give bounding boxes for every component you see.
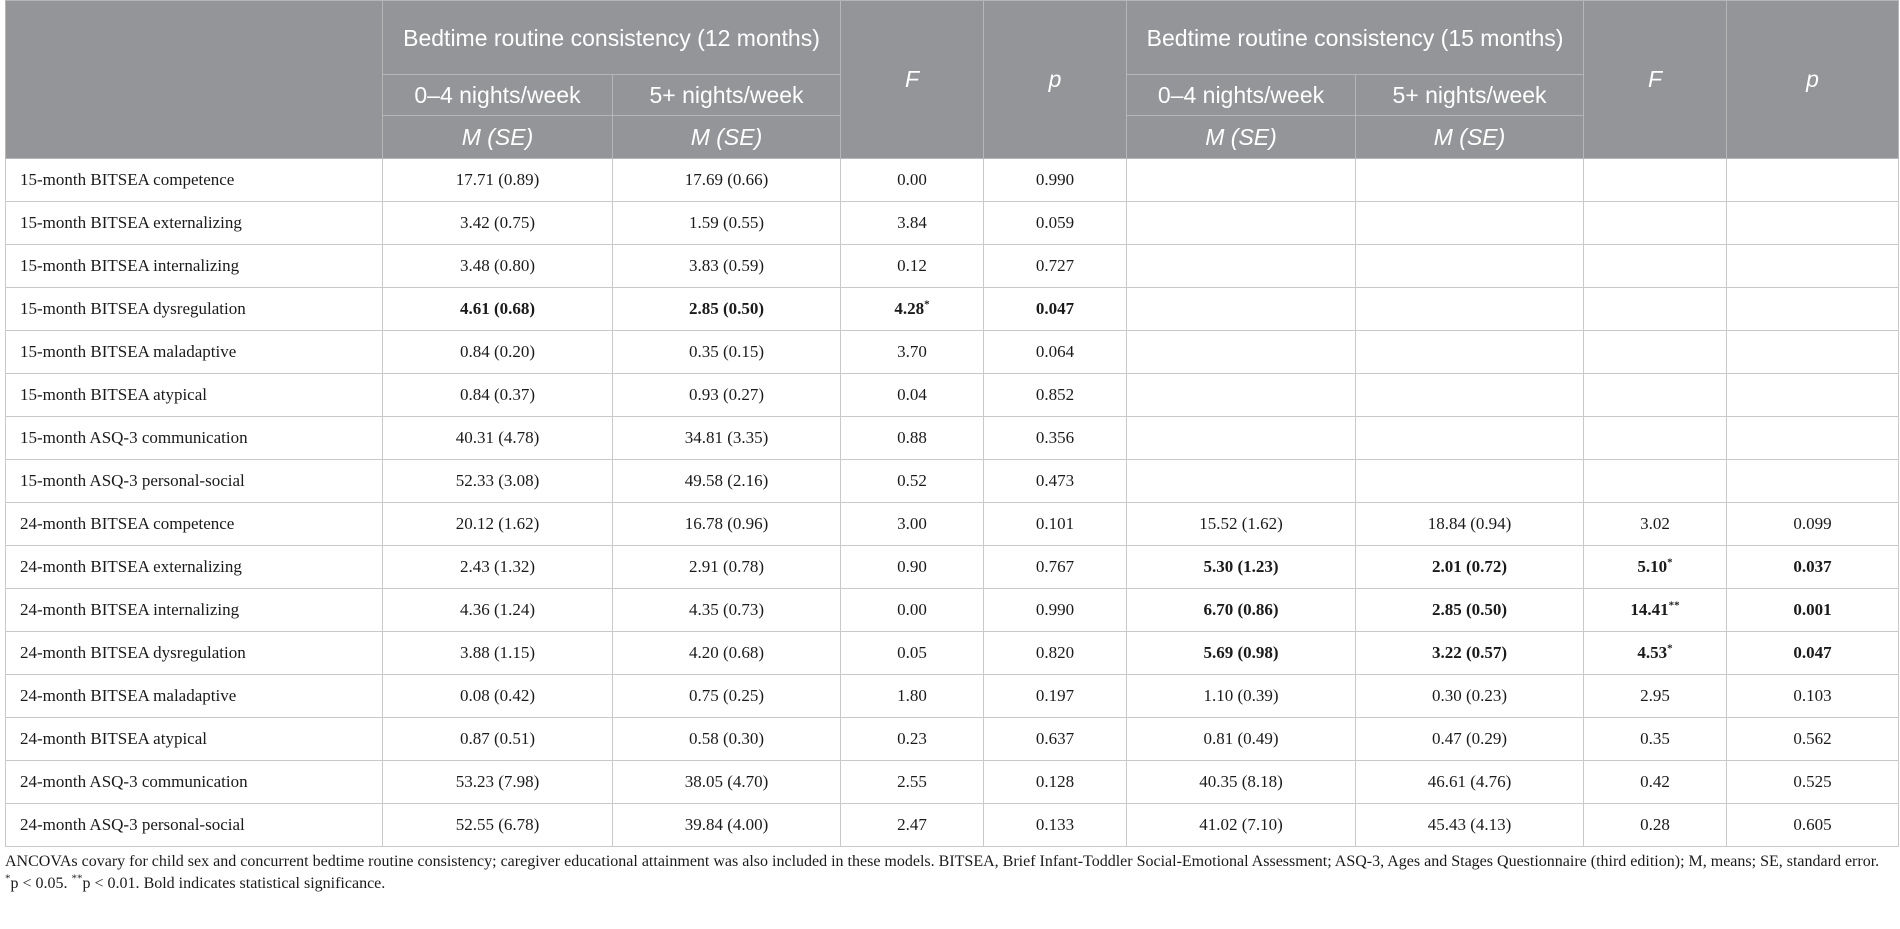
cell-value: 53.23 (7.98) — [455, 772, 540, 791]
cell-value: 2.55 — [897, 772, 927, 791]
bold-note-text: Bold indicates statistical significance. — [143, 875, 386, 892]
cell-m-high-15 — [1356, 460, 1584, 503]
cell-value: 0.23 — [897, 729, 927, 748]
table-body — [6, 159, 1899, 847]
cell-value: 0.47 (0.29) — [1431, 729, 1508, 748]
cell-value: 41.02 (7.10) — [1199, 815, 1283, 834]
cell-value: 0.525 — [1793, 772, 1832, 791]
cell-value: 52.55 (6.78) — [455, 815, 540, 834]
cell-value: 0.35 — [1640, 729, 1670, 748]
cell-f-12 — [841, 632, 984, 675]
cell-value: 15.52 (1.62) — [1199, 514, 1283, 533]
cell-value: 6.70 (0.86) — [1203, 600, 1279, 619]
cell-value: 4.35 (0.73) — [688, 600, 765, 619]
row-label: 24-month ASQ-3 personal-social — [6, 804, 383, 847]
cell-f-12 — [841, 288, 984, 331]
cell-m-high-15 — [1356, 331, 1584, 374]
header-low-nights-15: 0–4 nights/week — [1127, 75, 1356, 116]
cell-m-low-15 — [1127, 159, 1356, 202]
cell-p-12 — [984, 202, 1127, 245]
cell-m-low-15 — [1127, 374, 1356, 417]
cell-f-15 — [1584, 546, 1727, 589]
cell-value: 0.28 — [1640, 815, 1670, 834]
cell-value: 3.42 (0.75) — [459, 213, 536, 232]
table-row — [6, 546, 1899, 589]
cell-f-15 — [1584, 675, 1727, 718]
cell-p-15 — [1727, 460, 1899, 503]
cell-m-high-12 — [613, 632, 841, 675]
cell-value: 40.35 (8.18) — [1199, 772, 1283, 791]
cell-m-high-12 — [613, 288, 841, 331]
cell-m-high-15 — [1356, 503, 1584, 546]
cell-p-12 — [984, 331, 1127, 374]
table-header — [6, 1, 1899, 159]
cell-value: 0.35 (0.15) — [688, 342, 765, 361]
cell-value: 1.59 (0.55) — [688, 213, 765, 232]
table-row — [6, 288, 1899, 331]
row-label: 24-month BITSEA externalizing — [6, 546, 383, 589]
cell-f-15 — [1584, 804, 1727, 847]
cell-p-15 — [1727, 245, 1899, 288]
row-label: 15-month BITSEA competence — [6, 159, 383, 202]
cell-f-12 — [841, 675, 984, 718]
cell-value: 3.84 — [897, 213, 927, 232]
cell-m-high-12 — [613, 546, 841, 589]
cell-m-low-12 — [383, 288, 613, 331]
cell-value: 0.562 — [1793, 729, 1832, 748]
cell-value: 0.064 — [1035, 342, 1075, 361]
cell-f-12 — [841, 460, 984, 503]
table-row — [6, 804, 1899, 847]
cell-value: 0.00 — [897, 170, 927, 189]
cell-value: 0.101 — [1035, 514, 1075, 533]
cell-f-15 — [1584, 202, 1727, 245]
cell-m-high-12 — [613, 374, 841, 417]
cell-value: 5.10 — [1637, 557, 1668, 576]
cell-m-high-15 — [1356, 159, 1584, 202]
cell-value: 2.85 (0.50) — [1431, 600, 1508, 619]
cell-p-12 — [984, 374, 1127, 417]
cell-value: 0.637 — [1035, 729, 1075, 748]
header-high-nights-15: 5+ nights/week — [1356, 75, 1584, 116]
cell-value: 20.12 (1.62) — [455, 514, 540, 533]
row-label: 24-month BITSEA maladaptive — [6, 675, 383, 718]
cell-value: 34.81 (3.35) — [684, 428, 769, 447]
cell-value: 0.52 — [897, 471, 927, 490]
cell-m-high-15 — [1356, 245, 1584, 288]
cell-value: 16.78 (0.96) — [684, 514, 769, 533]
table-row — [6, 202, 1899, 245]
cell-m-low-12 — [383, 417, 613, 460]
cell-f-12 — [841, 589, 984, 632]
cell-f-15 — [1584, 460, 1727, 503]
header-f-15: F — [1584, 1, 1727, 159]
row-label: 15-month BITSEA dysregulation — [6, 288, 383, 331]
cell-value: 3.70 — [897, 342, 927, 361]
cell-value: 5.69 (0.98) — [1203, 643, 1279, 662]
cell-p-15 — [1727, 546, 1899, 589]
cell-value: 2.47 — [897, 815, 927, 834]
cell-p-15 — [1727, 589, 1899, 632]
cell-value: 40.31 (4.78) — [455, 428, 540, 447]
cell-m-high-12 — [613, 417, 841, 460]
cell-f-12 — [841, 804, 984, 847]
cell-f-12 — [841, 202, 984, 245]
cell-value: 0.04 — [897, 385, 927, 404]
cell-value: 0.87 (0.51) — [459, 729, 536, 748]
cell-m-low-12 — [383, 331, 613, 374]
cell-m-high-12 — [613, 761, 841, 804]
row-label: 24-month BITSEA internalizing — [6, 589, 383, 632]
cell-m-high-12 — [613, 245, 841, 288]
cell-value: 0.05 — [897, 643, 927, 662]
header-group-15-months: Bedtime routine consistency (15 months) — [1127, 1, 1584, 75]
cell-m-high-12 — [613, 503, 841, 546]
table-row — [6, 675, 1899, 718]
table-row — [6, 159, 1899, 202]
cell-value: 0.059 — [1035, 213, 1075, 232]
table-row — [6, 761, 1899, 804]
cell-value: 0.90 — [897, 557, 927, 576]
cell-m-low-12 — [383, 245, 613, 288]
row-label: 24-month BITSEA dysregulation — [6, 632, 383, 675]
cell-f-15 — [1584, 718, 1727, 761]
cell-value: 0.047 — [1035, 299, 1075, 318]
cell-p-15 — [1727, 202, 1899, 245]
cell-m-high-15 — [1356, 718, 1584, 761]
cell-m-low-12 — [383, 159, 613, 202]
cell-f-15 — [1584, 761, 1727, 804]
cell-m-low-15 — [1127, 288, 1356, 331]
table-row — [6, 632, 1899, 675]
table-row — [6, 331, 1899, 374]
results-table-container — [5, 0, 1898, 847]
cell-value: 0.001 — [1793, 600, 1832, 619]
cell-value: 0.103 — [1793, 686, 1832, 705]
table-row — [6, 417, 1899, 460]
ancova-results-table — [5, 0, 1899, 847]
cell-m-high-15 — [1356, 761, 1584, 804]
cell-m-low-12 — [383, 374, 613, 417]
cell-m-low-12 — [383, 632, 613, 675]
cell-value: 38.05 (4.70) — [684, 772, 769, 791]
cell-p-12 — [984, 159, 1127, 202]
cell-m-low-15 — [1127, 546, 1356, 589]
cell-value: 0.00 — [897, 600, 927, 619]
cell-p-15 — [1727, 503, 1899, 546]
cell-m-low-15 — [1127, 675, 1356, 718]
cell-p-12 — [984, 675, 1127, 718]
cell-value: 4.36 (1.24) — [459, 600, 536, 619]
cell-f-15 — [1584, 159, 1727, 202]
cell-m-high-12 — [613, 804, 841, 847]
cell-value: 2.91 (0.78) — [688, 557, 765, 576]
cell-p-12 — [984, 245, 1127, 288]
cell-value: 0.12 — [897, 256, 927, 275]
cell-value: 0.356 — [1035, 428, 1075, 447]
cell-value: 0.84 (0.37) — [459, 385, 536, 404]
cell-f-12 — [841, 245, 984, 288]
cell-f-12 — [841, 331, 984, 374]
cell-m-low-12 — [383, 675, 613, 718]
cell-value: 0.990 — [1035, 170, 1075, 189]
cell-p-12 — [984, 417, 1127, 460]
cell-p-12 — [984, 503, 1127, 546]
cell-p-12 — [984, 460, 1127, 503]
row-label: 24-month BITSEA atypical — [6, 718, 383, 761]
significance-marker: * — [924, 298, 930, 311]
cell-m-high-12 — [613, 159, 841, 202]
cell-m-low-15 — [1127, 417, 1356, 460]
cell-m-low-15 — [1127, 804, 1356, 847]
cell-value: 1.80 — [897, 686, 927, 705]
cell-m-low-15 — [1127, 331, 1356, 374]
cell-f-15 — [1584, 417, 1727, 460]
cell-value: 2.85 (0.50) — [688, 299, 765, 318]
cell-value: 2.01 (0.72) — [1431, 557, 1508, 576]
cell-value: 0.128 — [1035, 772, 1075, 791]
cell-value: 0.81 (0.49) — [1203, 729, 1279, 748]
cell-p-12 — [984, 761, 1127, 804]
cell-value: 0.58 (0.30) — [688, 729, 765, 748]
cell-value: 3.00 — [897, 514, 927, 533]
row-label: 15-month BITSEA maladaptive — [6, 331, 383, 374]
cell-p-15 — [1727, 632, 1899, 675]
cell-m-low-15 — [1127, 632, 1356, 675]
cell-value: 0.133 — [1035, 815, 1075, 834]
cell-f-15 — [1584, 331, 1727, 374]
cell-value: 0.08 (0.42) — [459, 686, 536, 705]
cell-f-15 — [1584, 589, 1727, 632]
cell-f-12 — [841, 503, 984, 546]
cell-m-high-12 — [613, 460, 841, 503]
cell-m-low-12 — [383, 202, 613, 245]
cell-f-12 — [841, 718, 984, 761]
cell-value: 0.727 — [1035, 256, 1075, 275]
cell-value: 0.099 — [1793, 514, 1832, 533]
sig-p05-text: p < 0.05. — [10, 875, 68, 892]
cell-m-low-15 — [1127, 761, 1356, 804]
cell-p-15 — [1727, 718, 1899, 761]
footnote-ancova: ANCOVAs covary for child sex and concurrent bedtime routine consistency; caregiver educational attainment was also included in these models. BITSEA, Brief Infant-Toddler Social-Emotional Assessment; ASQ-3, Ages and Stages Questionnaire (third edition); M, means; SE, standard error. — [5, 853, 1880, 870]
cell-m-high-15 — [1356, 675, 1584, 718]
cell-value: 0.42 — [1640, 772, 1670, 791]
cell-p-12 — [984, 589, 1127, 632]
cell-m-high-15 — [1356, 288, 1584, 331]
cell-m-low-12 — [383, 761, 613, 804]
row-label: 15-month BITSEA internalizing — [6, 245, 383, 288]
cell-value: 2.95 — [1640, 686, 1670, 705]
cell-f-12 — [841, 159, 984, 202]
cell-f-12 — [841, 546, 984, 589]
cell-m-high-15 — [1356, 804, 1584, 847]
cell-value: 0.473 — [1035, 471, 1075, 490]
cell-m-high-15 — [1356, 374, 1584, 417]
cell-value: 4.28 — [894, 299, 925, 318]
table-row — [6, 503, 1899, 546]
cell-p-12 — [984, 546, 1127, 589]
table-footnotes — [5, 851, 1895, 895]
cell-p-12 — [984, 632, 1127, 675]
header-group-12-months: Bedtime routine consistency (12 months) — [383, 1, 841, 75]
cell-value: 39.84 (4.00) — [684, 815, 769, 834]
cell-value: 1.10 (0.39) — [1203, 686, 1279, 705]
cell-m-high-15 — [1356, 417, 1584, 460]
cell-value: 18.84 (0.94) — [1427, 514, 1512, 533]
cell-p-12 — [984, 804, 1127, 847]
header-p-15: p — [1727, 1, 1899, 159]
cell-m-low-15 — [1127, 245, 1356, 288]
row-label: 15-month ASQ-3 personal-social — [6, 460, 383, 503]
cell-m-low-15 — [1127, 589, 1356, 632]
cell-m-high-12 — [613, 675, 841, 718]
cell-m-high-12 — [613, 202, 841, 245]
cell-f-12 — [841, 417, 984, 460]
cell-m-high-15 — [1356, 589, 1584, 632]
cell-value: 4.61 (0.68) — [459, 299, 536, 318]
row-label: 15-month BITSEA atypical — [6, 374, 383, 417]
cell-m-low-15 — [1127, 202, 1356, 245]
cell-m-high-12 — [613, 589, 841, 632]
header-mse-low-15: M (SE) — [1127, 116, 1356, 159]
row-label: 15-month BITSEA externalizing — [6, 202, 383, 245]
significance-marker: * — [1667, 642, 1673, 655]
cell-m-low-12 — [383, 546, 613, 589]
cell-f-15 — [1584, 503, 1727, 546]
cell-m-low-12 — [383, 589, 613, 632]
cell-value: 3.48 (0.80) — [459, 256, 536, 275]
cell-value: 3.22 (0.57) — [1431, 643, 1508, 662]
header-mse-low-12: M (SE) — [383, 116, 613, 159]
cell-value: 3.83 (0.59) — [688, 256, 765, 275]
sig-star-double: ** — [71, 872, 83, 885]
cell-value: 3.02 — [1640, 514, 1670, 533]
cell-value: 0.990 — [1035, 600, 1075, 619]
cell-p-12 — [984, 718, 1127, 761]
cell-value: 14.41 — [1630, 600, 1669, 619]
cell-value: 0.047 — [1793, 643, 1832, 662]
cell-f-15 — [1584, 288, 1727, 331]
header-p-12: p — [984, 1, 1127, 159]
cell-value: 4.20 (0.68) — [688, 643, 765, 662]
cell-value: 0.84 (0.20) — [459, 342, 536, 361]
cell-m-low-12 — [383, 718, 613, 761]
cell-m-high-15 — [1356, 546, 1584, 589]
header-mse-high-15: M (SE) — [1356, 116, 1584, 159]
cell-value: 52.33 (3.08) — [455, 471, 540, 490]
cell-p-15 — [1727, 374, 1899, 417]
cell-value: 5.30 (1.23) — [1203, 557, 1279, 576]
cell-value: 0.767 — [1035, 557, 1075, 576]
table-row — [6, 245, 1899, 288]
table-row — [6, 589, 1899, 632]
cell-value: 0.75 (0.25) — [688, 686, 765, 705]
row-label: 24-month ASQ-3 communication — [6, 761, 383, 804]
cell-m-high-12 — [613, 331, 841, 374]
cell-m-high-12 — [613, 718, 841, 761]
cell-m-high-15 — [1356, 632, 1584, 675]
cell-m-low-12 — [383, 460, 613, 503]
cell-value: 0.037 — [1793, 557, 1832, 576]
footnote-significance — [5, 873, 1895, 895]
table-row — [6, 718, 1899, 761]
cell-m-low-15 — [1127, 460, 1356, 503]
cell-f-15 — [1584, 632, 1727, 675]
row-label: 24-month BITSEA competence — [6, 503, 383, 546]
cell-p-15 — [1727, 675, 1899, 718]
table-row — [6, 460, 1899, 503]
cell-f-12 — [841, 761, 984, 804]
cell-value: 0.605 — [1793, 815, 1832, 834]
cell-value: 45.43 (4.13) — [1427, 815, 1512, 834]
cell-value: 0.820 — [1035, 643, 1075, 662]
cell-value: 46.61 (4.76) — [1427, 772, 1512, 791]
cell-f-15 — [1584, 374, 1727, 417]
table-row — [6, 374, 1899, 417]
cell-p-15 — [1727, 417, 1899, 460]
header-corner — [6, 1, 383, 159]
header-f-12: F — [841, 1, 984, 159]
significance-marker: * — [1667, 556, 1673, 569]
cell-m-low-15 — [1127, 718, 1356, 761]
cell-f-12 — [841, 374, 984, 417]
cell-value: 49.58 (2.16) — [684, 471, 769, 490]
cell-m-low-12 — [383, 503, 613, 546]
cell-value: 0.852 — [1035, 385, 1075, 404]
cell-value: 0.30 (0.23) — [1431, 686, 1508, 705]
row-label: 15-month ASQ-3 communication — [6, 417, 383, 460]
cell-p-15 — [1727, 804, 1899, 847]
cell-value: 0.88 — [897, 428, 927, 447]
header-low-nights-12: 0–4 nights/week — [383, 75, 613, 116]
header-mse-high-12: M (SE) — [613, 116, 841, 159]
cell-m-low-12 — [383, 804, 613, 847]
sig-p01-text: p < 0.01. — [82, 875, 140, 892]
cell-p-15 — [1727, 159, 1899, 202]
header-high-nights-12: 5+ nights/week — [613, 75, 841, 116]
sig-star-single: * — [5, 872, 11, 885]
cell-p-15 — [1727, 288, 1899, 331]
significance-marker: ** — [1668, 599, 1680, 612]
cell-value: 17.71 (0.89) — [455, 170, 540, 189]
cell-value: 2.43 (1.32) — [459, 557, 536, 576]
cell-f-15 — [1584, 245, 1727, 288]
cell-value: 3.88 (1.15) — [459, 643, 536, 662]
cell-p-15 — [1727, 331, 1899, 374]
cell-m-low-15 — [1127, 503, 1356, 546]
cell-p-15 — [1727, 761, 1899, 804]
cell-value: 0.93 (0.27) — [688, 385, 765, 404]
cell-value: 0.197 — [1035, 686, 1075, 705]
cell-p-12 — [984, 288, 1127, 331]
cell-value: 17.69 (0.66) — [684, 170, 769, 189]
cell-m-high-15 — [1356, 202, 1584, 245]
cell-value: 4.53 — [1637, 643, 1668, 662]
